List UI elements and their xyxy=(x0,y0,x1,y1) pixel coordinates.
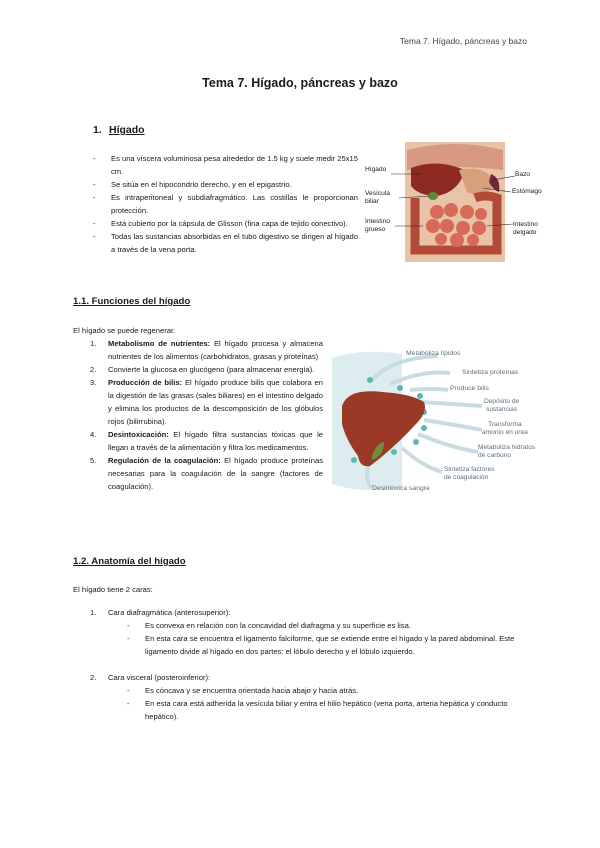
item-number: 3. xyxy=(90,378,97,387)
item-label: Metabolismo de nutrientes: xyxy=(108,339,211,348)
label-vesicula: Vesícula biliar xyxy=(365,190,390,205)
function-label-proteins: Sintetiza proteínas xyxy=(462,369,519,376)
label-line: Transforma xyxy=(488,421,522,428)
function-label-carbs xyxy=(478,444,535,460)
label-line: de carbono xyxy=(478,452,511,459)
label-bazo: Bazo xyxy=(515,171,531,178)
face-points xyxy=(90,619,530,658)
section-title: Hígado xyxy=(109,124,145,136)
face-diaphragmatic xyxy=(90,606,530,658)
item-number: 4. xyxy=(90,430,97,439)
list-item: - Está cubierto por la cápsula de Glisson (fina capa de tejido conectivo). xyxy=(93,217,358,230)
item-label: Producción de bilis: xyxy=(108,378,183,387)
label-higado: Hígado xyxy=(365,166,387,173)
face-points xyxy=(90,684,530,723)
function-label-storage xyxy=(484,398,519,414)
running-header: Tema 7. Hígado, páncreas y bazo xyxy=(399,36,527,46)
item-text: El hígado procesa y almacena nutrientes de los alimentos (carbohidratos, grasas y proteínas) xyxy=(108,339,323,361)
list-item: - Es cóncava y se encuentra orientada hacia abajo y hacia atrás. xyxy=(127,684,530,697)
function-label-urea xyxy=(482,421,528,437)
section-number: 1. xyxy=(93,124,102,136)
item-number: 5. xyxy=(90,456,97,465)
function-label-detox: Desintoxica sangre xyxy=(372,485,430,492)
function-label-lipids: Metaboliza lípidos xyxy=(406,350,461,357)
item-label: Desintoxicación: xyxy=(108,430,169,439)
section-1-heading xyxy=(93,124,145,136)
label-line: de coagulación xyxy=(444,474,489,481)
list-item: - Es intraperitoneal y subdiafragmático. Las costillas le proporcionan protección. xyxy=(93,191,358,217)
face-title-text: Cara visceral (posteroinferior): xyxy=(108,673,211,682)
liver-facts-list xyxy=(93,152,358,256)
list-item xyxy=(90,454,323,493)
label-line: Metaboliza hidratos xyxy=(478,444,536,451)
list-item xyxy=(90,363,323,376)
list-item: - Se sitúa en el hipocondrio derecho, y en el epigastrio. xyxy=(93,178,358,191)
liver-functions-list xyxy=(90,337,323,493)
list-item: - Es convexa en relación con la concavidad del diafragma y su superficie es lisa. xyxy=(127,619,530,632)
label-line: Depósito de xyxy=(484,398,520,405)
label-line: amonio en urea xyxy=(482,429,528,436)
list-item: - En esta cara está adherida la vesícula biliar y entra el hilio hepático (vena porta, arteria hepática y conducto hepático). xyxy=(127,697,530,723)
item-label: Regulación de la coagulación: xyxy=(108,456,221,465)
item-text: El hígado produce bilis que colabora en la digestión de las grasas (sales biliares) en el intestino delgado y elimina los productos de la descomposición de los glóbulos rojos (bilirrubina). xyxy=(108,378,323,426)
regeneration-note: El hígado se puede regenerar. xyxy=(73,326,176,335)
item-text: Convierte la glucosa en glucógeno (para almacenar energía). xyxy=(108,365,315,374)
faces-intro: El hígado tiene 2 caras: xyxy=(73,585,153,594)
label-line: Sintetiza factores xyxy=(444,466,495,473)
section-1-1-heading: 1.1. Funciones del hígado xyxy=(73,296,191,307)
function-label-bile: Produce bilis xyxy=(450,385,489,392)
item-text: El hígado filtra sustancias tóxicas que le llegan a través de la alimentación y filtra los medicamentos. xyxy=(108,430,323,452)
list-item xyxy=(90,337,323,363)
item-number: 1. xyxy=(90,608,97,617)
face-title xyxy=(90,671,530,684)
label-intestino-delgado: Intestino delgado xyxy=(513,221,538,236)
function-label-coagulation xyxy=(444,466,495,482)
item-text: El hígado produce proteínas necesarias para la coagulación de la sangre (factores de coagulación). xyxy=(108,456,323,491)
list-item xyxy=(90,376,323,428)
face-visceral xyxy=(90,671,530,723)
abdominal-anatomy-figure xyxy=(367,140,542,262)
liver-functions-diagram xyxy=(332,348,542,494)
section-1-2-heading: 1.2. Anatomía del hígado xyxy=(73,556,186,567)
list-item: - Es una víscera voluminosa pesa alrededor de 1.5 kg y suele medir 25x15 cm. xyxy=(93,152,358,178)
item-number: 2. xyxy=(90,365,97,374)
label-line: sustancias xyxy=(486,406,518,413)
page-title: Tema 7. Hígado, páncreas y bazo xyxy=(202,76,398,90)
label-estomago: Estómago xyxy=(512,188,542,195)
list-item xyxy=(90,428,323,454)
item-number: 1. xyxy=(90,339,97,348)
item-number: 2. xyxy=(90,673,97,682)
face-title-text: Cara diafragmática (anterosuperior): xyxy=(108,608,231,617)
label-intestino-grueso: Intestino grueso xyxy=(365,218,390,233)
face-title xyxy=(90,606,530,619)
list-item: - En esta cara se encuentra el ligamento falciforme, que se extiende entre el hígado y la pared abdominal. Este ligamento divide al hígado en dos partes: el lóbulo derecho y el lóbulo izquierdo. xyxy=(127,632,530,658)
list-item: - Todas las sustancias absorbidas en el tubo digestivo se dirigen al hígado a través de la vena porta. xyxy=(93,230,358,256)
